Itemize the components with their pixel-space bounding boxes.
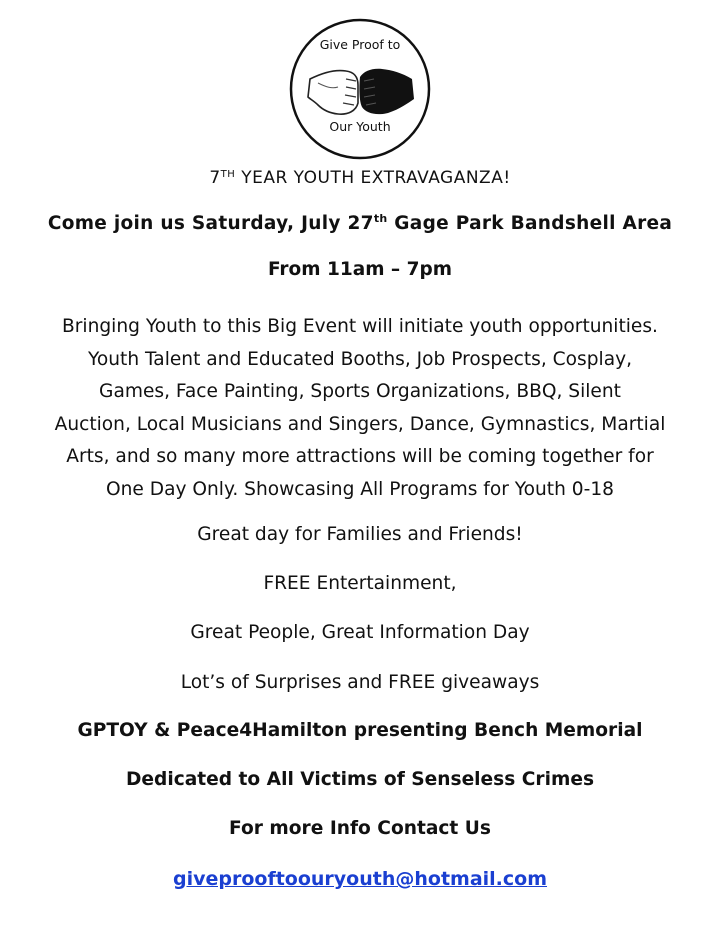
email-link[interactable]: giveprooftoouryouth@hotmail.com [172, 868, 548, 890]
description-line: Bringing Youth to this Big Event will initiate youth opportunities. [62, 316, 658, 337]
families-line: Great day for Families and Friends! [197, 524, 523, 545]
logo-top-text: Give Proof to [319, 37, 401, 52]
give-proof-logo [288, 17, 432, 161]
logo-bottom-text: Our Youth [329, 119, 391, 134]
description-line: Youth Talent and Educated Booths, Job Prospects, Cosplay, [87, 348, 633, 370]
event-description [0, 311, 720, 506]
description-line: One Day Only. Showcasing All Programs for Youth 0-18 [105, 478, 614, 500]
description-line: Auction, Local Musicians and Singers, Dance, Gymnastics, Martial [54, 413, 666, 435]
dedicated-line: Dedicated to All Victims of Senseless Crimes [125, 769, 595, 790]
people-line: Great People, Great Information Day [190, 622, 530, 643]
email-row [0, 868, 720, 890]
description-line: Games, Face Painting, Sports Organizations, BBQ, Silent [99, 381, 621, 402]
event-date-location: Come join us Saturday, July 27th Gage Park Bandshell Area [47, 212, 673, 234]
bench-memorial-line: GPTOY & Peace4Hamilton presenting Bench Memorial [77, 720, 643, 741]
event-time: From 11am – 7pm [267, 259, 453, 280]
surprises-line: Lot’s of Surprises and FREE giveaways [180, 672, 540, 693]
event-heading: 7TH YEAR YOUTH EXTRAVAGANZA! [209, 168, 511, 188]
entertainment-line: FREE Entertainment, [263, 573, 457, 594]
contact-line: For more Info Contact Us [229, 818, 491, 839]
description-line: Arts, and so many more attractions will be coming together for [66, 446, 654, 467]
